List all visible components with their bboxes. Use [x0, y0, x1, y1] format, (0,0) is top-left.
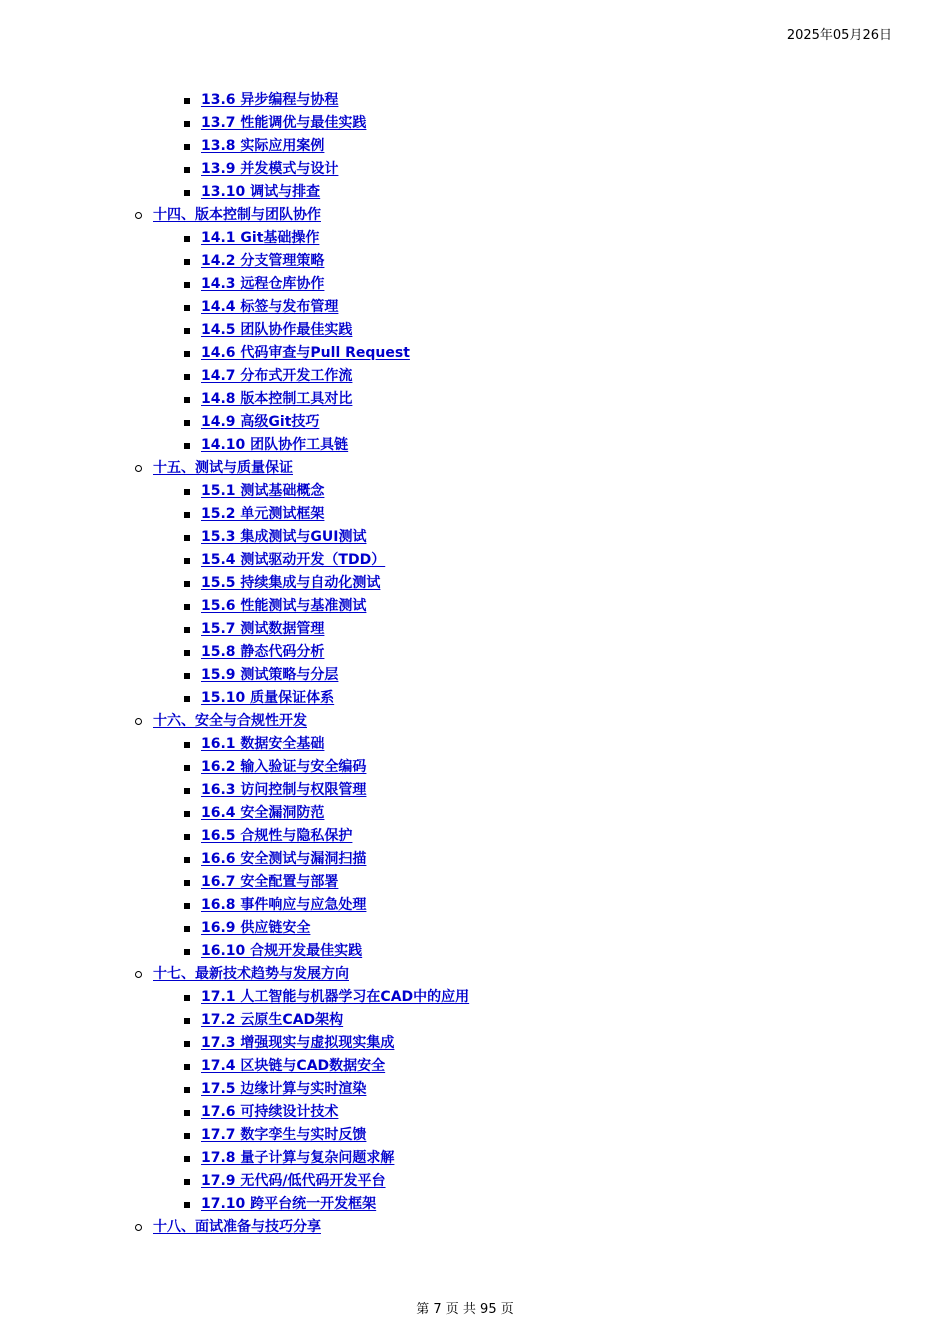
- toc-link[interactable]: 14.5 团队协作最佳实践: [201, 322, 353, 338]
- toc-link[interactable]: 十四、版本控制与团队协作: [153, 207, 321, 223]
- toc-link[interactable]: 16.8 事件响应与应急处理: [201, 897, 367, 913]
- toc-subsection-item: [0, 89, 950, 112]
- square-bullet-icon: [184, 581, 190, 587]
- square-bullet-icon: [184, 1064, 190, 1070]
- square-bullet-icon: [184, 650, 190, 656]
- square-bullet-icon: [184, 696, 190, 702]
- toc-subsection-item: [0, 779, 950, 802]
- square-bullet-icon: [184, 420, 190, 426]
- toc-subsection-item: [0, 365, 950, 388]
- square-bullet-icon: [184, 236, 190, 242]
- toc-section-item: [0, 710, 950, 733]
- toc-link[interactable]: 17.6 可持续设计技术: [201, 1104, 339, 1120]
- toc-link[interactable]: 16.1 数据安全基础: [201, 736, 325, 752]
- circle-bullet-icon: [135, 718, 142, 725]
- toc-subsection-item: [0, 756, 950, 779]
- square-bullet-icon: [184, 995, 190, 1001]
- toc-link[interactable]: 15.6 性能测试与基准测试: [201, 598, 367, 614]
- circle-bullet-icon: [135, 465, 142, 472]
- toc-subsection-item: [0, 664, 950, 687]
- circle-bullet-icon: [135, 971, 142, 978]
- square-bullet-icon: [184, 144, 190, 150]
- toc-subsection-item: [0, 227, 950, 250]
- toc-section-item: [0, 457, 950, 480]
- toc-link[interactable]: 17.3 增强现实与虚拟现实集成: [201, 1035, 395, 1051]
- square-bullet-icon: [184, 604, 190, 610]
- toc-subsection-item: [0, 503, 950, 526]
- toc-link[interactable]: 十六、安全与合规性开发: [153, 713, 307, 729]
- square-bullet-icon: [184, 1018, 190, 1024]
- square-bullet-icon: [184, 443, 190, 449]
- square-bullet-icon: [184, 190, 190, 196]
- toc-subsection-item: [0, 1032, 950, 1055]
- toc-link[interactable]: 14.6 代码审查与Pull Request: [201, 345, 410, 361]
- toc-subsection-item: [0, 112, 950, 135]
- square-bullet-icon: [184, 121, 190, 127]
- square-bullet-icon: [184, 742, 190, 748]
- toc-subsection-item: [0, 549, 950, 572]
- toc-subsection-item: [0, 894, 950, 917]
- toc-link[interactable]: 15.1 测试基础概念: [201, 483, 325, 499]
- toc-subsection-item: [0, 848, 950, 871]
- toc-link[interactable]: 14.1 Git基础操作: [201, 230, 320, 246]
- toc-link[interactable]: 14.2 分支管理策略: [201, 253, 325, 269]
- toc-subsection-item: [0, 595, 950, 618]
- square-bullet-icon: [184, 949, 190, 955]
- toc-subsection-item: [0, 319, 950, 342]
- toc-link[interactable]: 十五、测试与质量保证: [153, 460, 293, 476]
- toc-subsection-item: [0, 158, 950, 181]
- toc-subsection-item: [0, 986, 950, 1009]
- toc-subsection-item: [0, 572, 950, 595]
- square-bullet-icon: [184, 1110, 190, 1116]
- table-of-contents: [0, 89, 950, 1239]
- toc-subsection-item: [0, 296, 950, 319]
- toc-subsection-item: [0, 480, 950, 503]
- square-bullet-icon: [184, 259, 190, 265]
- square-bullet-icon: [184, 673, 190, 679]
- toc-link[interactable]: 14.9 高级Git技巧: [201, 414, 320, 430]
- toc-subsection-item: [0, 250, 950, 273]
- toc-subsection-item: [0, 733, 950, 756]
- toc-link[interactable]: 17.5 边缘计算与实时渲染: [201, 1081, 367, 1097]
- toc-subsection-item: [0, 641, 950, 664]
- toc-link[interactable]: 13.7 性能调优与最佳实践: [201, 115, 367, 131]
- page-date: 2025年05月26日: [786, 28, 892, 43]
- toc-subsection-item: [0, 273, 950, 296]
- square-bullet-icon: [184, 167, 190, 173]
- square-bullet-icon: [184, 788, 190, 794]
- toc-subsection-item: [0, 825, 950, 848]
- square-bullet-icon: [184, 1087, 190, 1093]
- toc-link[interactable]: 13.6 异步编程与协程: [201, 92, 339, 108]
- square-bullet-icon: [184, 765, 190, 771]
- toc-subsection-item: [0, 871, 950, 894]
- toc-subsection-item: [0, 388, 950, 411]
- toc-link[interactable]: 15.3 集成测试与GUI测试: [201, 529, 367, 545]
- toc-section-item: [0, 963, 950, 986]
- square-bullet-icon: [184, 512, 190, 518]
- square-bullet-icon: [184, 1041, 190, 1047]
- square-bullet-icon: [184, 1179, 190, 1185]
- square-bullet-icon: [184, 305, 190, 311]
- square-bullet-icon: [184, 1202, 190, 1208]
- square-bullet-icon: [184, 857, 190, 863]
- toc-section-item: [0, 1216, 950, 1239]
- toc-link[interactable]: 14.8 版本控制工具对比: [201, 391, 353, 407]
- toc-link[interactable]: 13.10 调试与排查: [201, 184, 321, 200]
- toc-subsection-item: [0, 802, 950, 825]
- toc-subsection-item: [0, 1193, 950, 1216]
- toc-link[interactable]: 17.4 区块链与CAD数据安全: [201, 1058, 386, 1074]
- toc-link[interactable]: 17.7 数字孪生与实时反馈: [201, 1127, 367, 1143]
- square-bullet-icon: [184, 880, 190, 886]
- toc-subsection-item: [0, 1101, 950, 1124]
- toc-link[interactable]: 13.8 实际应用案例: [201, 138, 325, 154]
- square-bullet-icon: [184, 98, 190, 104]
- square-bullet-icon: [184, 926, 190, 932]
- toc-link[interactable]: 16.10 合规开发最佳实践: [201, 943, 363, 959]
- toc-link[interactable]: 15.4 测试驱动开发（TDD）: [201, 552, 386, 568]
- toc-subsection-item: [0, 940, 950, 963]
- circle-bullet-icon: [135, 1224, 142, 1231]
- square-bullet-icon: [184, 811, 190, 817]
- toc-link[interactable]: 15.7 测试数据管理: [201, 621, 325, 637]
- toc-subsection-item: [0, 1147, 950, 1170]
- toc-link[interactable]: 13.9 并发模式与设计: [201, 161, 339, 177]
- toc-subsection-item: [0, 618, 950, 641]
- toc-link[interactable]: 16.6 安全测试与漏洞扫描: [201, 851, 367, 867]
- toc-link[interactable]: 15.9 测试策略与分层: [201, 667, 339, 683]
- toc-link[interactable]: 十八、面试准备与技巧分享: [153, 1219, 321, 1235]
- toc-link[interactable]: 15.10 质量保证体系: [201, 690, 335, 706]
- toc-subsection-item: [0, 526, 950, 549]
- square-bullet-icon: [184, 374, 190, 380]
- toc-link[interactable]: 16.2 输入验证与安全编码: [201, 759, 367, 775]
- toc-link[interactable]: 15.5 持续集成与自动化测试: [201, 575, 381, 591]
- toc-subsection-item: [0, 434, 950, 457]
- toc-link[interactable]: 17.8 量子计算与复杂问题求解: [201, 1150, 395, 1166]
- toc-link[interactable]: 17.10 跨平台统一开发框架: [201, 1196, 377, 1212]
- toc-subsection-item: [0, 1078, 950, 1101]
- toc-subsection-item: [0, 411, 950, 434]
- toc-subsection-item: [0, 1055, 950, 1078]
- circle-bullet-icon: [135, 212, 142, 219]
- toc-subsection-item: [0, 181, 950, 204]
- square-bullet-icon: [184, 328, 190, 334]
- toc-link[interactable]: 16.9 供应链安全: [201, 920, 311, 936]
- toc-link[interactable]: 17.1 人工智能与机器学习在CAD中的应用: [201, 989, 470, 1005]
- toc-subsection-item: [0, 687, 950, 710]
- toc-link[interactable]: 15.8 静态代码分析: [201, 644, 325, 660]
- toc-link[interactable]: 十七、最新技术趋势与发展方向: [153, 966, 349, 982]
- toc-subsection-item: [0, 135, 950, 158]
- toc-link[interactable]: 14.4 标签与发布管理: [201, 299, 339, 315]
- square-bullet-icon: [184, 903, 190, 909]
- toc-subsection-item: [0, 917, 950, 940]
- toc-subsection-item: [0, 1009, 950, 1032]
- toc-link[interactable]: 14.7 分布式开发工作流: [201, 368, 353, 384]
- square-bullet-icon: [184, 834, 190, 840]
- toc-link[interactable]: 15.2 单元测试框架: [201, 506, 325, 522]
- toc-subsection-item: [0, 342, 950, 365]
- square-bullet-icon: [184, 351, 190, 357]
- square-bullet-icon: [184, 1156, 190, 1162]
- square-bullet-icon: [184, 489, 190, 495]
- toc-subsection-item: [0, 1124, 950, 1147]
- page-number: 第 7 页 共 95 页: [416, 1302, 514, 1317]
- square-bullet-icon: [184, 282, 190, 288]
- square-bullet-icon: [184, 558, 190, 564]
- square-bullet-icon: [184, 397, 190, 403]
- toc-link[interactable]: 17.9 无代码/低代码开发平台: [201, 1173, 386, 1189]
- toc-subsection-item: [0, 1170, 950, 1193]
- square-bullet-icon: [184, 627, 190, 633]
- toc-link[interactable]: 17.2 云原生CAD架构: [201, 1012, 344, 1028]
- toc-link[interactable]: 14.10 团队协作工具链: [201, 437, 349, 453]
- square-bullet-icon: [184, 1133, 190, 1139]
- toc-link[interactable]: 16.7 安全配置与部署: [201, 874, 339, 890]
- toc-link[interactable]: 14.3 远程仓库协作: [201, 276, 325, 292]
- toc-section-item: [0, 204, 950, 227]
- toc-link[interactable]: 16.5 合规性与隐私保护: [201, 828, 353, 844]
- square-bullet-icon: [184, 535, 190, 541]
- toc-link[interactable]: 16.4 安全漏洞防范: [201, 805, 325, 821]
- toc-link[interactable]: 16.3 访问控制与权限管理: [201, 782, 367, 798]
